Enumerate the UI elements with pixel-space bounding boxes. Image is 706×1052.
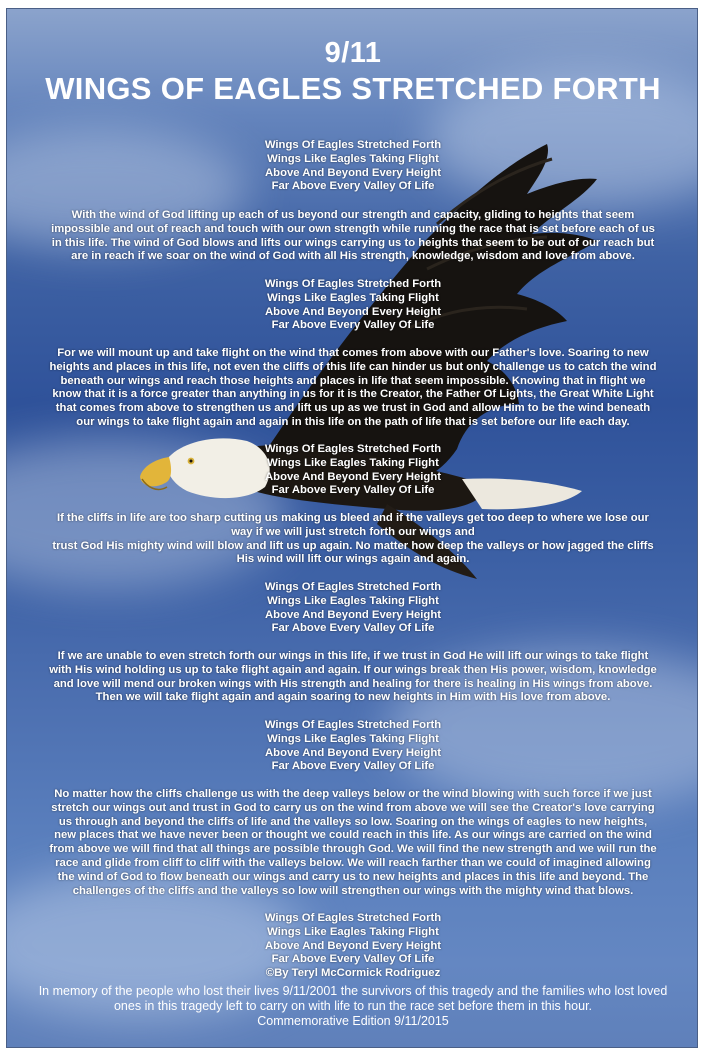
stanza-line: the wind of God to flow beneath our wings and carry us to new heights and places in this life and beyond. The — [57, 870, 649, 883]
refrain-line: Far Above Every Valley Of Life — [271, 760, 435, 773]
stanza-line: us through and beyond the cliffs of life and the valleys so low. Soaring on the wings of eagles to new heights, — [58, 815, 648, 828]
stanza-line: from above we will find that all things are possible through God. We will find the new strength and we will run the — [49, 843, 657, 856]
refrain-line: Far Above Every Valley Of Life — [271, 622, 435, 635]
refrain-line: Far Above Every Valley Of Life — [271, 484, 435, 497]
refrain-line: Wings Of Eagles Stretched Forth — [264, 912, 442, 924]
refrain-line: Wings Of Eagles Stretched Forth — [264, 139, 442, 151]
stanza-line: in this life. The wind of God blows and lifts our wings carrying us to heights that seem to be out of our reach but — [51, 236, 655, 249]
poster-title-date: 9/11 — [324, 37, 382, 69]
stanza-line: with His wind holding us up to take flight again and again. If our wings break then His power, wisdom, knowledge — [49, 663, 657, 676]
author-byline: ©By Teryl McCormick Rodriguez — [265, 967, 441, 980]
memorial-line: ones in this tragedy left to carry on with life to run the race set before them in this hour. — [113, 999, 593, 1013]
refrain-line: Wings Like Eagles Taking Flight — [267, 925, 439, 938]
stanza-line: trust God His mighty wind will blow and lift us up again. No matter how deep the valleys or how jagged the cliffs — [52, 539, 654, 552]
stanza — [17, 512, 689, 567]
refrain-line: Wings Like Eagles Taking Flight — [267, 152, 439, 165]
stanza — [17, 788, 689, 898]
poster-title: WINGS OF EAGLES STRETCHED FORTH — [45, 71, 661, 106]
stanza-line: His wind will lift our wings again and again. — [236, 553, 470, 566]
refrain-line: Wings Of Eagles Stretched Forth — [264, 719, 442, 731]
refrain-line: Above And Beyond Every Height — [265, 470, 441, 483]
stanza-line: With the wind of God lifting up each of us beyond our strength and capacity, gliding to heights that seem — [71, 209, 635, 221]
stanza-line: stretch our wings out and trust in God to carry us on the wind from above we will see the Creator's love carrying — [51, 801, 655, 814]
refrain-block — [7, 581, 698, 636]
refrain-line: Wings Like Eagles Taking Flight — [267, 456, 439, 469]
stanza-line: race and glide from cliff to cliff with the valleys below. We will reach farther than we could of imagined allowing — [55, 856, 651, 869]
stanza-line: impossible and out of reach and touch with our own strength while running the race that is set before each of us — [51, 222, 655, 235]
refrain-block — [7, 139, 698, 194]
stanza-line: that comes from above to strengthen us and lift us up as we trust in God and allow Him to be the wind beneath — [55, 402, 651, 415]
stanza-line: For we will mount up and take flight on the wind that comes from above with our Father's love. Soaring to new — [57, 347, 649, 359]
stanza-line: challenges of the cliffs and the valleys so low will strengthen our wings with the mighty wind that blows. — [72, 884, 634, 897]
refrain-line: Wings Of Eagles Stretched Forth — [264, 278, 442, 290]
refrain-line: Wings Of Eagles Stretched Forth — [264, 443, 442, 455]
stanza-line: If we are unable to even stretch forth our wings in this life, if we trust in God He will lift our wings to take flight — [57, 650, 649, 662]
stanza-line: heights and places in this life, not even the cliffs of this life can hinder us but only challenge us to catch the wind — [49, 360, 657, 373]
refrain-line: Above And Beyond Every Height — [265, 746, 441, 759]
stanza-line: and love will mend our broken wings with His strength and healing for there is healing in His wings from above. — [53, 677, 653, 690]
refrain-line: Above And Beyond Every Height — [265, 305, 441, 318]
refrain-block — [7, 912, 698, 981]
refrain-block — [7, 278, 698, 333]
refrain-line: Far Above Every Valley Of Life — [271, 180, 435, 193]
edition-line: Commemorative Edition 9/11/2015 — [257, 1014, 449, 1028]
refrain-line: Above And Beyond Every Height — [265, 166, 441, 179]
stanza-line: new places that we have never been or thought we could reach in this life. As our wings are carried on the wind — [54, 829, 652, 842]
stanza-line: No matter how the cliffs challenge us with the deep valleys below or the wind blowing with such force if we just — [54, 788, 652, 800]
refrain-line: Wings Of Eagles Stretched Forth — [264, 581, 442, 593]
memorial-note — [17, 984, 689, 1029]
stanza-line: are in reach if we soar on the wind of God with all His strength, knowledge, wisdom and love from above. — [71, 250, 635, 263]
refrain-line: Far Above Every Valley Of Life — [271, 953, 435, 966]
stanza-line: our wings to take flight again and again in this life on the path of life that is set before our life each day. — [76, 415, 630, 428]
refrain-line: Above And Beyond Every Height — [265, 608, 441, 621]
refrain-line: Wings Like Eagles Taking Flight — [267, 732, 439, 745]
stanza-line: beneath our wings and reach those heights and places in life that seem impossible. Knowing that in flight we — [60, 374, 646, 387]
stanza — [17, 650, 689, 705]
stanza — [17, 347, 689, 430]
stanza-line: If the cliffs in life are too sharp cutting us making us bleed and if the valleys get too deep to where we lose our — [57, 512, 649, 524]
stanza — [17, 209, 689, 264]
refrain-block — [7, 443, 698, 498]
stanza-line: way if we will just stretch forth our wings and — [231, 525, 475, 538]
refrain-line: Wings Like Eagles Taking Flight — [267, 291, 439, 304]
refrain-line: Above And Beyond Every Height — [265, 939, 441, 952]
stanza-line: know that it is a force greater than anything in us for it is the Creator, the Father Of Lights, the Great White Light — [52, 388, 654, 401]
refrain-block — [7, 719, 698, 774]
stanza-line: Then we will take flight again and again soaring to new heights in Him with His love from above. — [95, 691, 611, 704]
poster — [6, 8, 698, 1048]
refrain-line: Wings Like Eagles Taking Flight — [267, 594, 439, 607]
refrain-line: Far Above Every Valley Of Life — [271, 319, 435, 332]
memorial-line: In memory of the people who lost their lives 9/11/2001 the survivors of this tragedy and the families who lost loved — [38, 984, 668, 998]
